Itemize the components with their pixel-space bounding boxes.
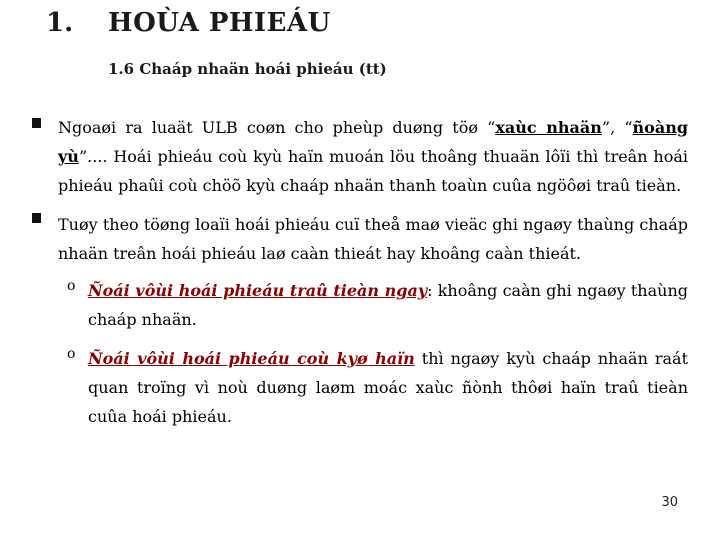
page-number: 30 xyxy=(661,495,678,510)
sub-item-1-term: Ñoái vôùi hoái phieáu traû tieàn ngay xyxy=(88,281,428,300)
bullet-1-emphasis-agree: ñoàng yù xyxy=(58,118,689,166)
bullet-paragraph-1 xyxy=(58,113,688,200)
circle-bullet-icon: o xyxy=(67,346,76,362)
bullet-1-text-a: Ngoaøi ra luaät ULB coøn cho pheùp duøng töø “ xyxy=(58,118,496,137)
circle-bullet-icon: o xyxy=(67,278,76,294)
bullet-1-emphasis-confirm: xaùc nhaän xyxy=(495,118,602,137)
bullet-1-text-b: ”, “ xyxy=(601,118,633,137)
heading-number: 1. xyxy=(46,8,74,38)
sub-item-2 xyxy=(88,344,688,431)
sub-item-2-text: thì ngaøy kyù chaáp nhaän raát quan troïng vì noù duøng laøm moác xaùc ñònh thôøi haïn traû tieàn cuûa hoái phieáu. xyxy=(88,349,689,426)
sub-item-1 xyxy=(88,276,688,334)
square-bullet-icon xyxy=(32,118,41,128)
bullet-paragraph-2: Tuøy theo töøng loaïi hoái phieáu cuï theå maø vieäc ghi ngaøy thaùng chaáp nhaän treân hoái phieáu laø caàn thieát hay khoâng caàn thieát. xyxy=(58,215,688,263)
square-bullet-icon xyxy=(32,213,41,223)
sub-item-1-text: : khoâng caàn ghi ngaøy thaùng chaáp nhaän. xyxy=(88,281,688,329)
heading-title: HOÙA PHIEÁU xyxy=(108,8,331,38)
sub-item-2-term: Ñoái vôùi hoái phieáu coù kyø haïn xyxy=(88,349,415,368)
subheading: 1.6 Chaáp nhaän hoái phieáu (tt) xyxy=(108,60,387,78)
bullet-1-text-c: ”.... Hoái phieáu coù kyù haïn muoán löu thoâng thuaän lôïi thì treân hoái phieáu phaûi coù chöõ kyù chaáp nhaän thanh toaùn cuûa ngöôøi traû tieàn. xyxy=(58,147,688,195)
